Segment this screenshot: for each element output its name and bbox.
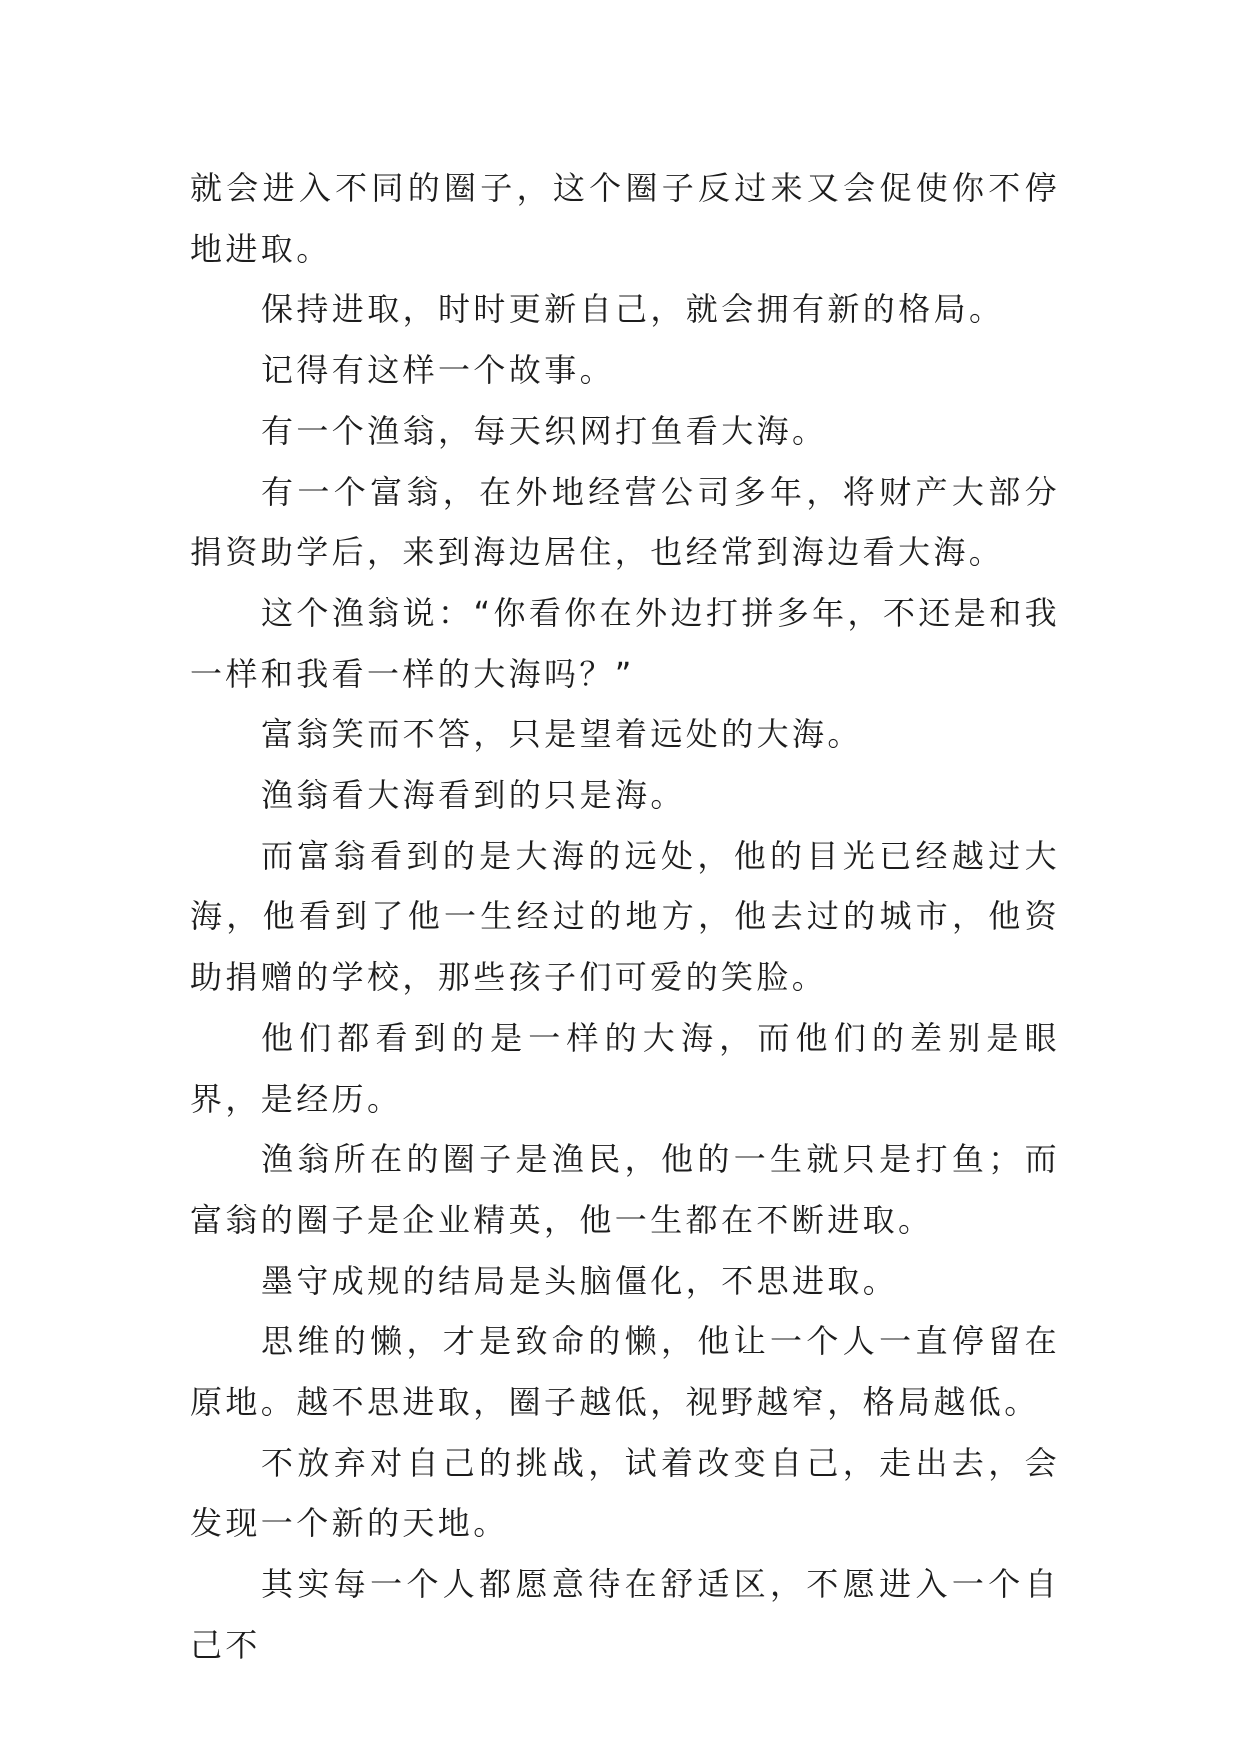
paragraph-10: 他们都看到的是一样的大海，而他们的差别是眼界，是经历。	[190, 1018, 1060, 1118]
paragraph-12: 墨守成规的结局是头脑僵化，不思进取。	[261, 1261, 899, 1300]
document-body	[190, 158, 1060, 1676]
paragraph-4: 有一个渔翁，每天织网打鱼看大海。	[261, 411, 828, 450]
paragraph-5: 有一个富翁，在外地经营公司多年，将财产大部分捐资助学后，来到海边居住，也经常到海边看大海。	[190, 472, 1060, 572]
paragraph-7: 富翁笑而不答，只是望着远处的大海。	[261, 715, 863, 754]
paragraph-13: 思维的懒，才是致命的懒，他让一个人一直停留在原地。越不思进取，圈子越低，视野越窄，格局越低。	[190, 1322, 1060, 1422]
paragraph-3: 记得有这样一个故事。	[261, 351, 616, 390]
paragraph-14: 不放弃对自己的挑战，试着改变自己，走出去，会发现一个新的天地。	[190, 1443, 1060, 1543]
paragraph-9: 而富翁看到的是大海的远处，他的目光已经越过大海，他看到了他一生经过的地方，他去过的城市，他资助捐赠的学校，那些孩子们可爱的笑脸。	[190, 836, 1060, 997]
paragraph-11: 渔翁所在的圈子是渔民，他的一生就只是打鱼；而富翁的圈子是企业精英，他一生都在不断进取。	[190, 1140, 1060, 1239]
paragraph-1: 就会进入不同的圈子，这个圈子反过来又会促使你不停地进取。	[190, 169, 1060, 268]
paragraph-8: 渔翁看大海看到的只是海。	[261, 776, 686, 815]
paragraph-6: 这个渔翁说：“你看你在外边打拼多年，不还是和我一样和我看一样的大海吗？”	[190, 593, 1060, 693]
paragraph-2: 保持进取，时时更新自己，就会拥有新的格局。	[261, 290, 1005, 329]
paragraph-15: 其实每一个人都愿意待在舒适区，不愿进入一个自己不	[190, 1565, 1060, 1664]
